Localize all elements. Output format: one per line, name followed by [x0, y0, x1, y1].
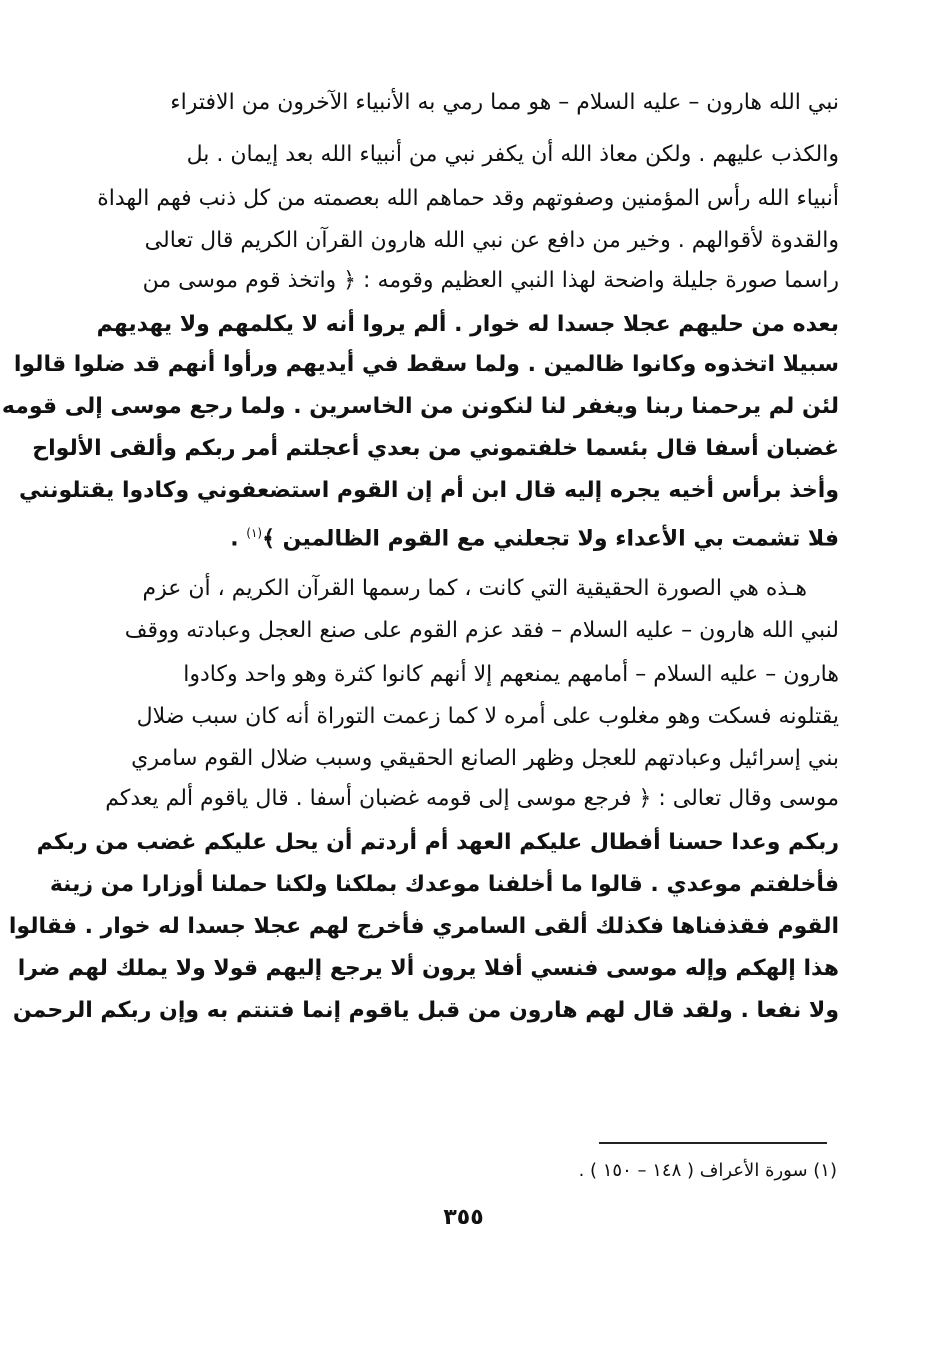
text-line: بني إسرائيل وعبادتهم للعجل وظهر الصانع الحقيقي وسبب ضلال القوم سامري: [131, 746, 839, 771]
quran-verse-line-last: [87, 518, 839, 552]
text-line: أنبياء الله رأس المؤمنين وصفوتهم وقد حماهم الله بعصمته من كل ذنب فهم الهداة: [97, 186, 839, 211]
page-number: ٣٥٥: [443, 1205, 484, 1230]
quran-verse-line: هذا إلهكم وإله موسى فنسي أفلا يرون ألا يرجع إليهم قولا ولا يملك لهم ضرا: [17, 956, 839, 981]
text-line: نبي الله هارون – عليه السلام – هو مما رمي به الأنبياء الآخرون من الافتراء: [170, 90, 839, 115]
quran-verse-line: ربكم وعدا حسنا أفطال عليكم العهد أم أردتم أن يحل عليكم غضب من ربكم: [36, 830, 839, 855]
text-line: لنبي الله هارون – عليه السلام – فقد عزم القوم على صنع العجل وعبادته ووقف: [124, 618, 839, 643]
footnote-text: (١) سورة الأعراف ( ١٤٨ – ١٥٠ ) .: [578, 1160, 837, 1181]
quran-verse-line: القوم فقذفناها فكذلك ألقى السامري فأخرج لهم عجلا جسدا له خوار . فقالوا: [8, 914, 839, 939]
quran-verse-line: غضبان أسفا قال بئسما خلفتموني من بعدي أعجلتم أمر ربكم وألقى الألواح: [32, 436, 839, 461]
quran-verse-line: سبيلا اتخذوه وكانوا ظالمين . ولما سقط في أيديهم ورأوا أنهم قد ضلوا قالوا: [13, 352, 839, 377]
footnote-separator: [599, 1142, 827, 1144]
footnote-reference: (١): [246, 526, 263, 540]
text-line: والكذب عليهم . ولكن معاذ الله أن يكفر نبي من أنبياء الله بعد إيمان . بل: [186, 142, 839, 167]
quran-verse-line: فأخلفتم موعدي . قالوا ما أخلفنا موعدك بملكنا ولكنا حملنا أوزارا من زينة: [49, 872, 839, 897]
text-line: هـذه هي الصورة الحقيقية التي كانت ، كما رسمها القرآن الكريم ، أن عزم: [142, 576, 807, 601]
text-line: هارون – عليه السلام – أمامهم يمنعهم إلا أنهم كانوا كثرة وهو واحد وكادوا: [183, 662, 839, 687]
text-line: موسى وقال تعالى : ﴿ فرجع موسى إلى قومه غضبان أسفا . قال ياقوم ألم يعدكم: [105, 786, 839, 811]
sentence-end: .: [230, 526, 247, 552]
text-line: راسما صورة جليلة واضحة لهذا النبي العظيم وقومه : ﴿ واتخذ قوم موسى من: [142, 268, 839, 293]
quran-verse-text: فلا تشمت بي الأعداء ولا تجعلني مع القوم الظالمين ﴾: [262, 526, 839, 552]
quran-verse-line: بعده من حليهم عجلا جسدا له خوار . ألم يروا أنه لا يكلمهم ولا يهديهم: [96, 312, 839, 337]
text-line: يقتلونه فسكت وهو مغلوب على أمره لا كما زعمت التوراة أنه كان سبب ضلال: [136, 704, 839, 729]
quran-verse-line: وأخذ برأس أخيه يجره إليه قال ابن أم إن القوم استضعفوني وكادوا يقتلونني: [18, 478, 839, 503]
text-line: والقدوة لأقوالهم . وخير من دافع عن نبي الله هارون القرآن الكريم قال تعالى: [144, 228, 839, 253]
quran-verse-line: ولا نفعا . ولقد قال لهم هارون من قبل ياقوم إنما فتنتم به وإن ربكم الرحمن: [12, 998, 839, 1023]
quran-verse-line: لئن لم يرحمنا ربنا ويغفر لنا لنكونن من الخاسرين . ولما رجع موسى إلى قومه: [1, 394, 839, 419]
